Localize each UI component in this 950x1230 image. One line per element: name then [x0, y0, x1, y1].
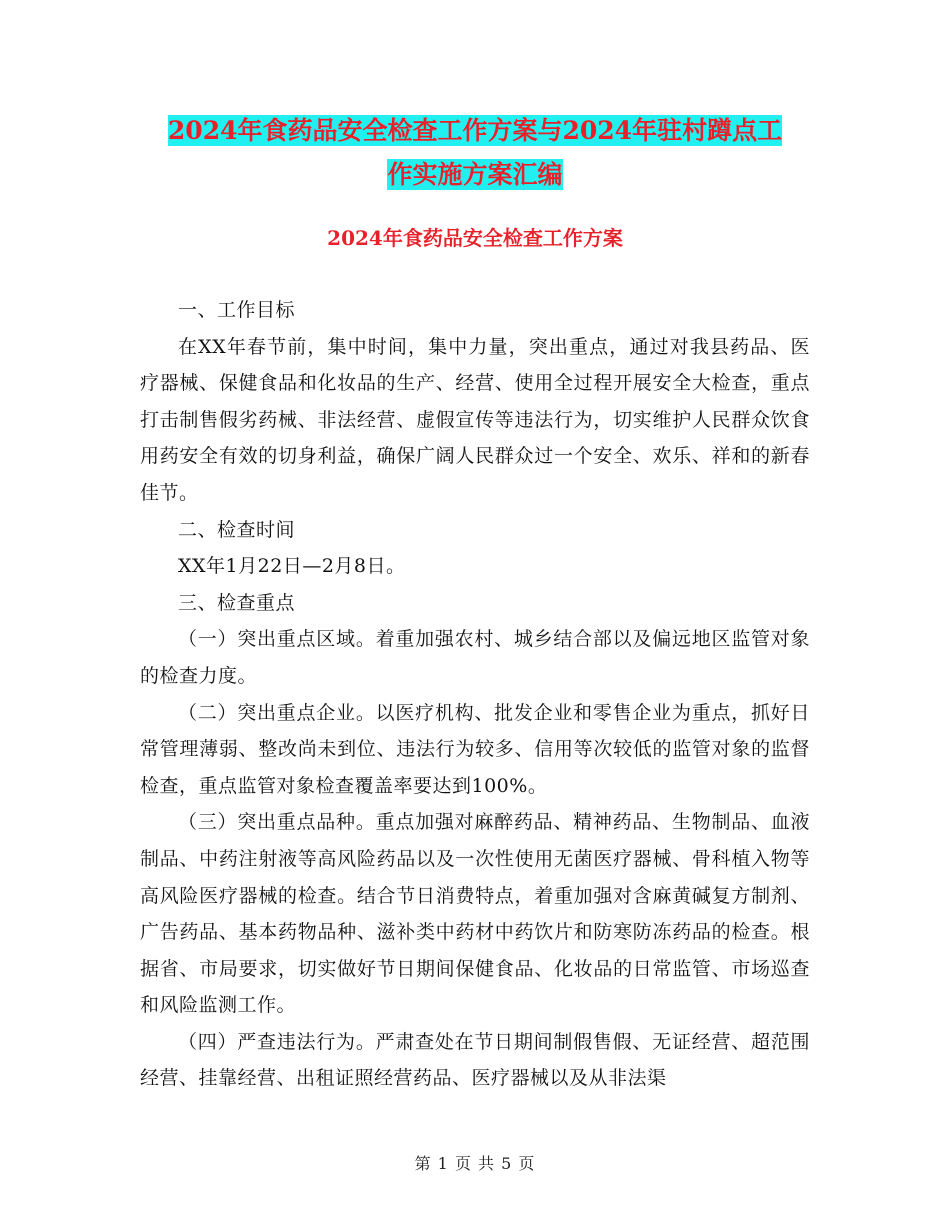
- paragraph-goal: 在XX年春节前，集中时间，集中力量，突出重点，通过对我县药品、医疗器械、保健食品和化妆品的生产、经营、使用全过程开展安全大检查，重点打击制售假劣药械、非法经营、虚假宣传等违法行为，切实维护人民群众饮食用药安全有效的切身利益，确保广阔人民群众过一个安全、欢乐、祥和的新春佳节。: [140, 335, 810, 504]
- body-text: [140, 292, 810, 1097]
- paragraph-heading-time: 二、检查时间: [178, 518, 296, 541]
- paragraph-focus-variety: （三）突出重点品种。重点加强对麻醉药品、精神药品、生物制品、血液制品、中药注射液等高风险药品以及一次性使用无菌医疗器械、骨科植入物等高风险医疗器械的检查。结合节日消费特点，着重加强对含麻黄碱复方制剂、广告药品、基本药物品种、滋补类中药材中药饮片和防寒防冻药品的检查。根据省、市局要求，切实做好节日期间保健食品、化妆品的日常监管、市场巡查和风险监测工作。: [140, 811, 810, 1017]
- title-highlight-1: 2024年食药品安全检查工作方案与2024年驻村蹲点工: [167, 116, 783, 145]
- paragraph-focus-enterprise: （二）突出重点企业。以医疗机构、批发企业和零售企业为重点，抓好日常管理薄弱、整改尚未到位、违法行为较多、信用等次较低的监管对象的监督检查，重点监管对象检查覆盖率要达到100%。: [140, 701, 810, 797]
- paragraph-time: XX年1月22日—2月8日。: [178, 555, 406, 578]
- document-title-line-2: [140, 160, 810, 190]
- paragraph-heading-focus: 三、检查重点: [178, 591, 296, 614]
- paragraph-focus-region: （一）突出重点区域。着重加强农村、城乡结合部以及偏远地区监管对象的检查力度。: [140, 628, 810, 687]
- section-title: 2024年食药品安全检查工作方案: [327, 226, 623, 250]
- paragraph-heading-goal: 一、工作目标: [178, 299, 296, 321]
- paragraph-illegal-acts: （四）严查违法行为。严肃查处在节日期间制假售假、无证经营、超范围经营、挂靠经营、出租证照经营药品、医疗器械以及从非法渠: [140, 1030, 810, 1090]
- title-highlight-2: 作实施方案汇编: [387, 160, 563, 189]
- document-title-line-1: [140, 116, 810, 146]
- page-footer: 第 1 页 共 5 页: [414, 1154, 536, 1173]
